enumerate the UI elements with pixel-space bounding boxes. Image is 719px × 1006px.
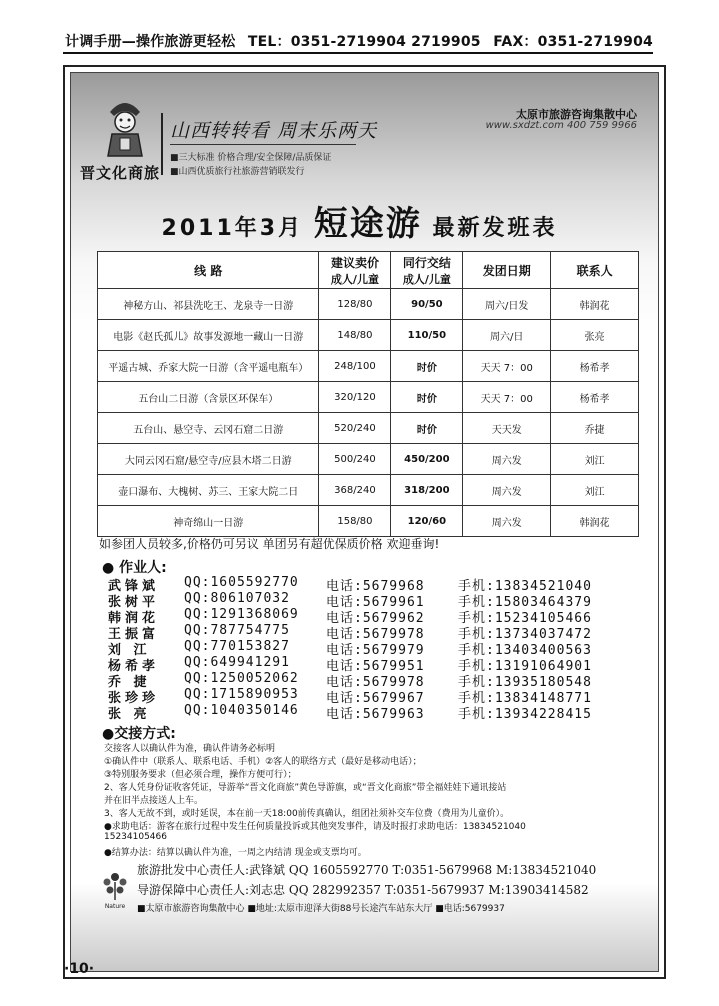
footer-address: ■太原市旅游咨询集散中心 ■地址:太原市迎泽大街88号长途汽车站东大厅 ■电话:5679937: [137, 904, 505, 914]
header-route: 线 路: [98, 252, 319, 289]
exchange-line: ①确认件中（联系人、联系电话、手机）②客人的联络方式（最好是移动电话）；: [104, 757, 422, 767]
slogan-underline: [170, 144, 356, 145]
exchange-line: 3、客人无故不到，或时延误，本在前一天18:00前传真确认，组团社须补交车位费（费用为儿童价）。: [104, 809, 510, 819]
svg-text:Nature: Nature: [104, 903, 126, 910]
exchange-line: 2、客人凭身份证收客凭证，导游举“晋文化商旅”黄色导游旗，或“晋文化商旅”带全福娃娃下通讯接站: [104, 783, 507, 793]
table-header-row: [98, 252, 639, 289]
brand-mascot-icon: [102, 98, 148, 162]
exchange-title: ●交接方式:: [102, 726, 176, 742]
brand-divider: [161, 113, 163, 175]
brand-bullet: ■三大标准 价格合理/安全保障/品质保证: [170, 153, 332, 163]
center-name: 太原市旅游咨询集散中心: [516, 108, 637, 121]
exchange-line: ③特别服务要求（但必须合理，操作方便可行）；: [104, 770, 297, 780]
header-date: 发团日期: [463, 252, 551, 289]
footer-contact-guide: 导游保障中心责任人:刘志忠 QQ 282992357 T:0351-5679937 M:13903414582: [137, 883, 589, 897]
nature-logo-icon: [100, 868, 130, 910]
header-rule: [63, 52, 653, 54]
page-title: [0, 196, 719, 245]
page-header: [65, 31, 653, 51]
exchange-line: 并在旧半点接送人上车。: [104, 796, 204, 806]
header-contact: 联系人: [551, 252, 639, 289]
table-row: 平遥古城、乔家大院一日游（含平遥电瓶车） 248/100 时价 天天 7：00 杨希孝: [98, 351, 639, 382]
schedule-table: [97, 251, 639, 537]
table-row: 电影《赵氏孤儿》故事发源地一藏山一日游 148/80 110/50 周六/日 张亮: [98, 320, 639, 351]
header-fax: FAX：0351-2719904: [493, 34, 653, 50]
header-suggest-price: 建议卖价 成人/儿童: [319, 252, 391, 289]
table-row: 五台山二日游（含景区环保车） 320/120 时价 天天 7：00 杨希孝: [98, 382, 639, 413]
price-note: 如参团人员较多,价格仍可另议 单团另有超优保质价格 欢迎垂询!: [99, 537, 440, 551]
table-row: 大同云冈石窟/悬空寺/应县木塔二日游 500/240 450/200 周六发 刘江: [98, 444, 639, 475]
brand-logo-text: 晋文化商旅: [80, 164, 161, 182]
exchange-line: ●求助电话：游客在旅行过程中发生任何质量投诉或其他突发事件，请及时报打求助电话：13834521040: [104, 822, 526, 832]
operators-title: ● 作业人:: [102, 560, 167, 576]
brand-bullet: ■山西优质旅行社旅游营销联发行: [170, 167, 305, 177]
brand-slogan: 山西转转看 周末乐两天: [170, 120, 378, 142]
center-website: www.sxdzt.com 400 759 9966: [485, 120, 637, 131]
header-tel: TEL：0351-2719904 2719905: [247, 34, 481, 50]
header-peer-price: 同行交结 成人/儿童: [391, 252, 463, 289]
title-year: 2011年3月: [161, 216, 304, 241]
table-row: 壶口瀑布、大槐树、苏三、王家大院二日 368/240 318/200 周六发 刘江: [98, 475, 639, 506]
table-row: 五台山、悬空寺、云冈石窟二日游 520/240 时价 天天发 乔捷: [98, 413, 639, 444]
table-row: 神奇绵山一日游 158/80 120/60 周六发 韩润花: [98, 506, 639, 537]
title-rest: 最新发班表: [432, 216, 558, 241]
exchange-line: ●结算办法：结算以确认件为准，一周之内结清 现金或支票均可。: [104, 848, 367, 858]
footer-contact-wholesale: 旅游批发中心责任人:武锋斌 QQ 1605592770 T:0351-5679968 M:13834521040: [137, 863, 597, 877]
table-row: 神秘方山、祁县洗吃王、龙泉寺一日游 128/80 90/50 周六/日发 韩润花: [98, 289, 639, 320]
exchange-line: 交接客人以确认件为准，确认件请务必标明: [104, 744, 276, 754]
exchange-line: 15234105466: [104, 832, 167, 842]
page-number: ·10·: [64, 961, 95, 977]
header-tagline: 计调手册—操作旅游更轻松: [65, 34, 236, 50]
title-highlight: 短途游: [313, 204, 422, 244]
